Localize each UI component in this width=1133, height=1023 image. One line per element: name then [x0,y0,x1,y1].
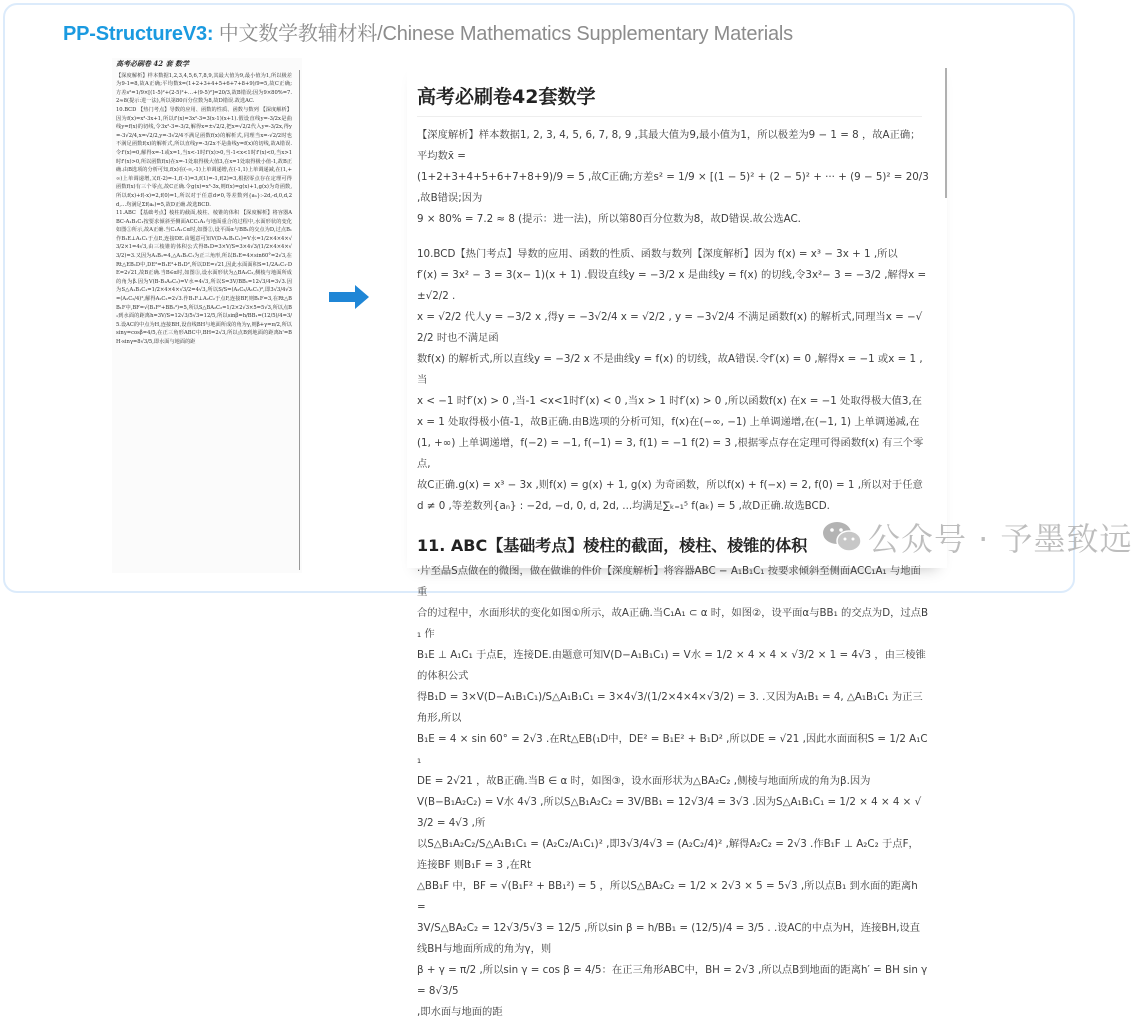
parsed-output-panel [407,60,947,1018]
output-line: ·片至晶S点做在的微图，做在做谁的件价【深度解析】将容器ABC − A₁B₁C₁ 按要求倾斜至侧面ACC₁A₁ 与地面重 [417,565,921,598]
output-line: 9 × 80% = 7.2 ≈ 8 (提示：进一法)，所以第80百分位数为8，故D错误.故公选AC. [417,213,801,225]
output-line: β + γ = π/2 ,所以sin γ = cos β = 4/5：在正三角形ABC中，BH = 2√3 ,所以点B到地面的距离h′ = BH sin γ = 8√3/5 [417,964,928,997]
output-line: d ≠ 0 ,等差数列{aₙ} : −2d, −d, 0, d, 2d, ...均满足∑ₖ₌₁⁵ f(aₖ) = 5 ,故D正确.故选BCD. [417,500,830,512]
output-line: V(B−B₁A₂C₂) = V水 4√3 ,所以S△B₁A₂C₂ = 3V/BB₁ = 12√3/4 = 3√3 .因为S△A₁B₁C₁ = 1/2 × 4 × 4 × √3/2 = 4√3 ,所 [417,796,922,829]
output-line: 以S△B₁A₂C₂/S△A₁B₁C₁ = (A₂C₂/A₁C₁)² ,即3√3/4√3 = (A₂C₂/4)² ,解得A₂C₂ = 2√3 .作B₁F ⊥ A₂C₂ 于点F，连接BF 则B₁F = 3 ,在Rt [417,838,919,871]
scan-column-rule [299,70,300,570]
output-line: B₁E ⊥ A₁C₁ 于点E，连接DE.由题意可知V(D−A₁B₁C₁) = V水 = 1/2 × 4 × 4 × √3/2 × 1 = 4√3 ，由三棱锥的体积公式 [417,649,926,682]
watermark-text: 公众号 · 予墨致远 [868,520,1133,558]
output-section-heading: 11. ABC【基础考点】棱柱的截面，棱柱、棱锥的体积 [417,536,808,555]
output-line: 3V/S△BA₂C₂ = 12√3/5√3 = 12/5 ,所以sin β = h/BB₁ = (12/5)/4 = 3/5 . .设AC的中点为H，连接BH,设直线BH与地面所成的角为γ，则 [417,922,921,955]
output-line: (1+2+3+4+5+6+7+8+9)/9 = 5 ,故C正确;方差s² = 1/9 × [(1 − 5)² + (2 − 5)² + ··· + (9 − 5)² = 20/3 ,故B错误;因为 [417,171,929,204]
output-line: 得B₁D = 3×V(D−A₁B₁C₁)/S△A₁B₁C₁ = 3×4√3/(1/2×4×4×√3/2) = 3. .又因为A₁B₁ = 4, △A₁B₁C₁ 为正三角形,所以 [417,691,923,724]
output-line: 【深度解析】样本数据1, 2, 3, 4, 5, 6, 7, 8, 9 ,其最大值为9,最小值为1，所以极差为9 − 1 = 8 ，故A正确；平均数x̄ = [417,129,921,162]
output-title: 高考必刷卷42套数学 [417,82,922,117]
output-line: f′(x) = 3x² − 3 = 3(x− 1)(x + 1) .假设直线y = −3/2 x 是曲线y = f(x) 的切线,令3x²− 3 = −3/2 ,解得x = ±√2/2 . [417,269,927,302]
output-line: (1, +∞) 上单调递增，f(−2) = −1, f(−1) = 3, f(1) = −1 f(2) = 3 ,根据零点存在定理可得函数f(x) 有三个零点, [417,437,924,470]
slide-title [63,17,793,46]
brand-label: PP-StructureV3: [63,23,214,45]
output-line: B₁E = 4 × sin 60° = 2√3 .在Rt△EB(₁D中，DE² = B₁E² + B₁D² ,所以DE = √21 ,因此水面面积S = 1/2 A₁C₁ [417,733,928,766]
scan-paragraph: 11.ABC 【基础考点】棱柱的截面,棱柱、棱锥的体积 【深度解析】将容器ABC-A₁B₁C₁按要求倾斜至侧面ACC₁A₁与地面重合的过程中,水面形状的变化如图①所示,故A正确.当C₁A₁⊂α时,如图②,设平面α与BB₁的交点为D,过点B₁作B₁E⊥A₁C₁于点E,连接DE.由题意可知V(D-A₁B₁C₁)=V水=1/2×4×4×√3/2×1=4√3,由三棱锥的体积公式得B₁D=3×V/S=3×4√3/(1/2×4×4×√3/2)=3.又因为A₁B₁=4,△A₁B₁C₁为正三角形,所以B₁E=4×sin60°=2√3,在Rt△EB₁D中,DE²=B₁E²+B₁D²,所以DE=√21,因此水面面积S=1/2A₁C₁·DE=2√21,故B正确.当B∈α时,如图③,设水面形状为△BA₂C₂,侧棱与地面所成的角为β.因为V(B-B₁A₂C₂)=V水=4√3,所以S=3V/BB₁=12√3/4=3√3.因为S△A₁B₁C₁=1/2×4×4×√3/2=4√3,所以S/S=(A₂C₂/A₁C₁)²,即3√3/4√3=(A₂C₂/4)²,解得A₂C₂=2√3.作B₁F⊥A₂C₂于点F,连接BF,则B₁F=3,在Rt△BB₁F中,BF=√(B₁F²+BB₁²)=5,所以S△BA₂C₂=1/2×2√3×5=5√3,所以点B₁到水面的距离h=3V/S=12√3/5√3=12/5,所以sinβ=h/BB₁=(12/5)/4=3/5.设AC的中点为H,连接BH,设直线BH与地面所成的角为γ,则β+γ=π/2,所以sinγ=cosβ=4/5,在正三角形ABC中,BH=2√3,所以点B到地面的距离h'=BH·sinγ=8√3/5,即水面与地面的距 [116,210,292,345]
scan-paragraph: 【深度解析】样本数据1,2,3,4,5,6,7,8,9,其最大值为9,最小值为1,所以极差为9-1=8,故A正确;平均数x̄=(1+2+3+4+5+6+7+8+9)/9=5,故C正确;方差s²=1/9×[(1-5)²+(2-5)²+…+(9-5)²]=20/3,故B错误;因为9×80%=7.2≈8(提示:进一法),所以第80百分位数为8,故D错误.故选AC. [116,72,292,105]
scan-paragraph: 10.BCD 【热门考点】导数的应用、函数的性质、函数与数列 【深度解析】因为f(x)=x³-3x+1,所以f'(x)=3x²-3=3(x-1)(x+1).假设直线y=-3/2x是曲线y=f(x)的切线,令3x²-3=-3/2,解得x=±√2/2,把x=√2/2代入y=-3/2x,得y=-3√2/4,x=√2/2,y=-3√2/4不满足函数f(x)的解析式,同理当x=-√2/2时也不满足函数f(x)的解析式,所以直线y=-3/2x不是曲线y=f(x)的切线,故A错误.令f'(x)=0,解得x=-1或x=1,当x<-1时f'(x)>0,当-1<x<1时f'(x)<0,当x>1时f'(x)>0,所以函数f(x)在x=-1处取得极大值3,在x=1处取得极小值-1,故B正确.由B选项的分析可知,f(x)在(-∞,-1)上单调递增,在(-1,1)上单调递减,在(1,+∞)上单调递增,又f(-2)=-1,f(-1)=3,f(1)=-1,f(2)=3,根据零点存在定理可得函数f(x)有三个零点,故C正确.令g(x)=x³-3x,则f(x)=g(x)+1,g(x)为奇函数,所以f(x)+f(-x)=2,f(0)=1,所以对于任意d≠0,等差数列{aₙ}:-2d,-d,0,d,2d,…均满足Σf(aₖ)=5,故D正确.故选BCD. [116,106,292,208]
output-line: 数f(x) 的解析式,所以直线y = −3/2 x 不是曲线y = f(x) 的切线，故A错误.令f′(x) = 0 ,解得x = −1 或x = 1 ,当 [417,353,923,386]
output-line: DE = 2√21 ，故B正确.当B ∈ α 时，如图③，设水面形状为△BA₂C₂ ,侧棱与地面所成的角为β.因为 [417,775,871,787]
scan-title: 高考必刷卷 42 套 数学 [116,59,190,68]
source-scan-image [112,58,302,573]
output-line: △BB₁F 中，BF = √(B₁F² + BB₁²) = 5 ，所以S△BA₂C₂ = 1/2 × 2√3 × 5 = 5√3 ,所以点B₁ 到水面的距离h = [417,880,918,913]
scrollbar[interactable] [945,68,947,198]
output-line: x < −1 时f′(x) > 0 ,当-1 <x<1时f′(x) < 0 ,当x > 1 时f′(x) > 0 ,所以函数f(x) 在x = −1 处取得极大值3,在 [417,395,922,407]
output-line: x = √2/2 代人y = −3/2 x ,得y = −3√2/4 x = √2/2 , y = −3√2/4 不满足函数f(x) 的解析式,同理当x = −√2/2 时也不满足函 [417,311,923,344]
output-line: 故C正确.g(x) = x³ − 3x ,则f(x) = g(x) + 1, g(x) 为奇函数，所以f(x) + f(−x) = 2, f(0) = 1 ,所以对于任意 [417,479,923,491]
arrow-right-icon [329,285,369,309]
output-line: x = 1 处取得极小值-1，故B正确.由B选项的分析可知，f(x)在(−∞, −1) 上单调递增,在(−1, 1) 上单调递减,在 [417,416,920,428]
subtitle-label: 中文数学教辅材料/Chinese Mathematics Supplementary Materials [213,23,793,45]
output-line: 10.BCD【热门考点】导数的应用、函数的性质、函数与数列【深度解析】因为 f(x) = x³ − 3x + 1 ,所以 [417,248,898,260]
output-line: ,即水面与地面的距 [417,1006,503,1018]
output-line: 合的过程中，水面形状的变化如图①所示，故A正确.当C₁A₁ ⊂ α 时，如图②，设平面α与BB₁ 的交点为D，过点B₁ 作 [417,607,929,640]
